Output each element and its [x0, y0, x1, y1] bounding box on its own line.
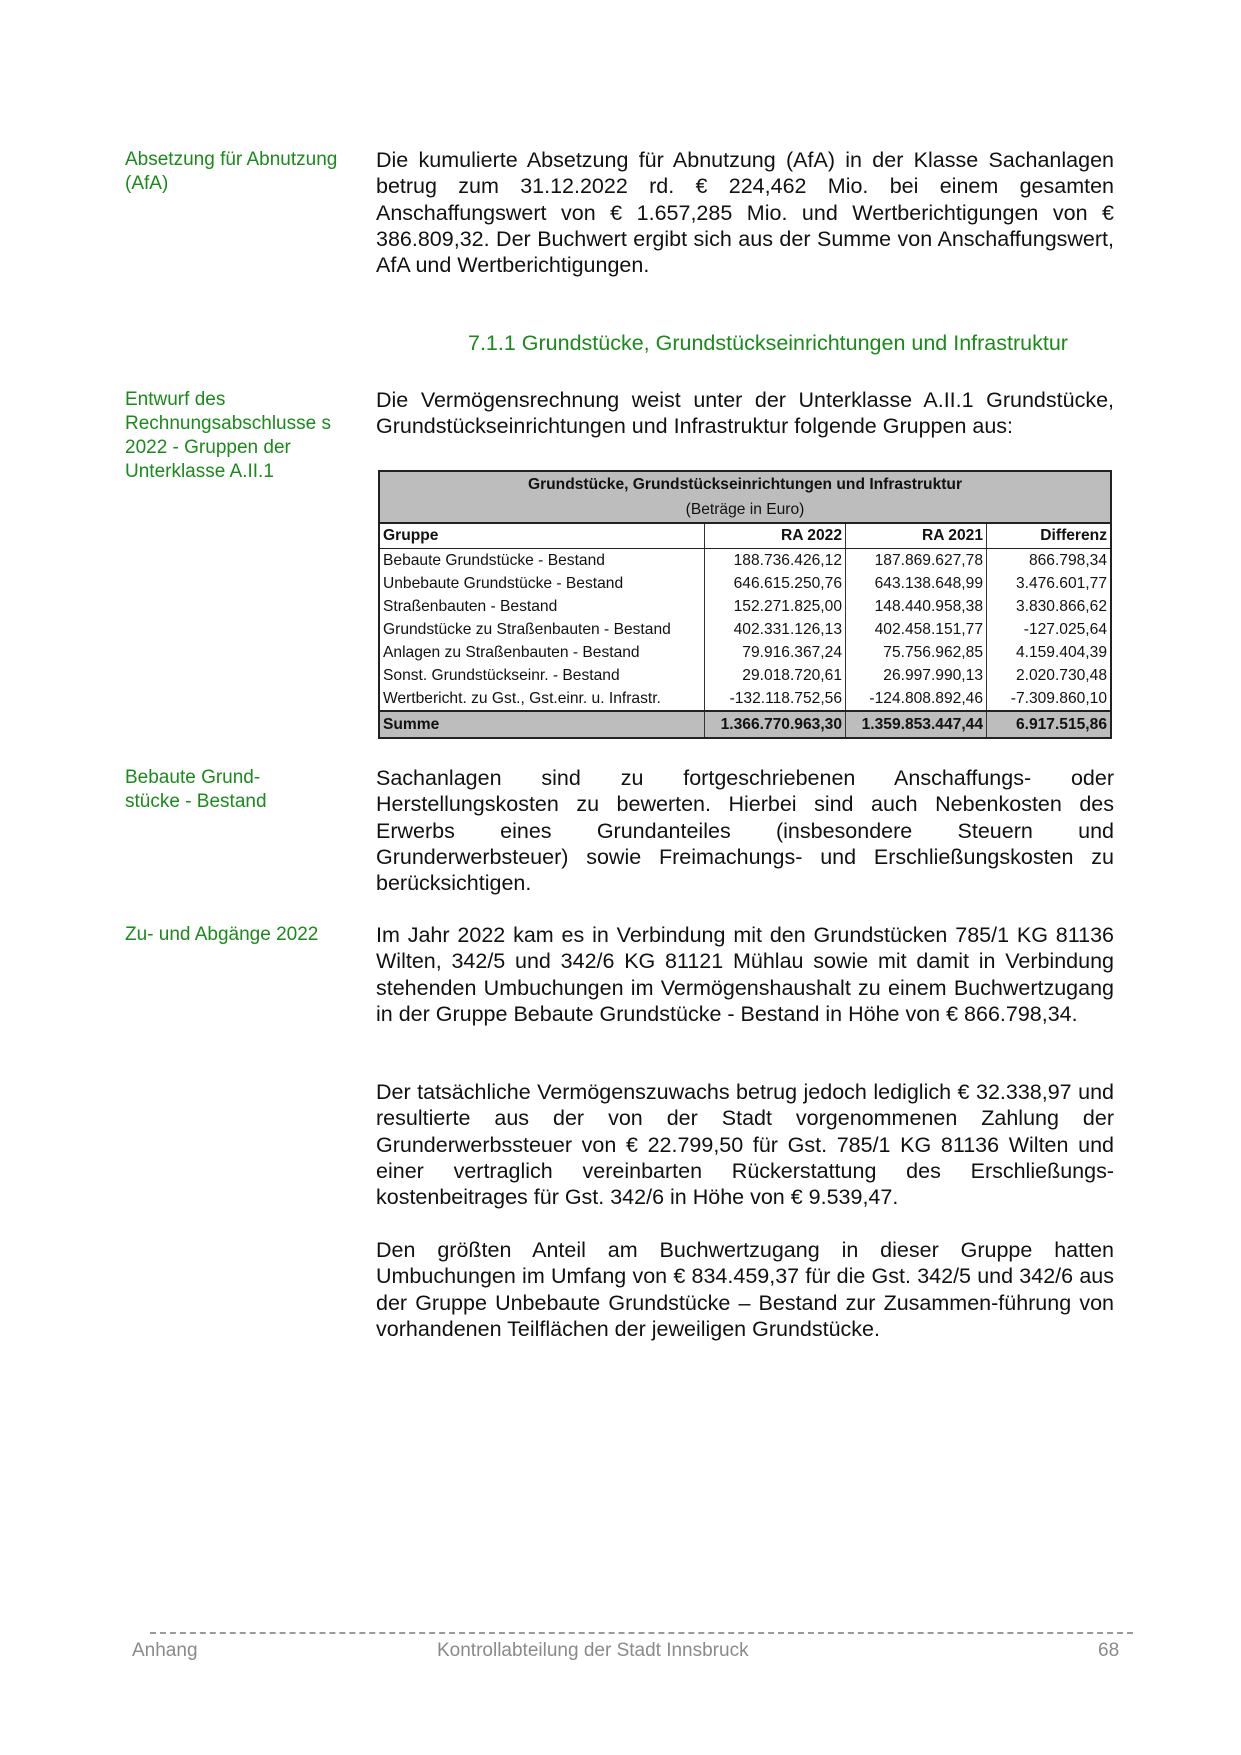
cell-ra2022: 188.736.426,12: [705, 549, 846, 573]
cell-gruppe: Unbebaute Grundstücke - Bestand: [383, 575, 624, 592]
cell-ra2022: 29.018.720,61: [705, 664, 846, 687]
cell-ra2021: 75.756.962,85: [846, 641, 987, 664]
cell-differenz: 866.798,34: [987, 549, 1112, 573]
cell-gruppe: Wertbericht. zu Gst., Gst.einr. u. Infrastr.: [383, 690, 661, 707]
financial-table: [378, 470, 1112, 739]
cell-gruppe: Anlagen zu Straßenbauten - Bestand: [383, 644, 640, 661]
paragraph-bebaute: Sachanlagen sind zu fortgeschriebenen Anschaffungs- oder Herstellungskosten zu bewerten. Hierbei sind auch Nebenkosten des Erwerbs eines Grundanteiles (insbesondere Steuern und Grunderwerbsteuer) sowie Freimachungs- und Erschließungskosten zu berücksichtigen.: [376, 766, 1114, 896]
paragraph-entwurf: Die Vermögensrechnung weist unter der Unterklasse A.II.1 Grundstücke, Grundstückseinrichtungen und Infrastruktur folgende Gruppen aus:: [376, 388, 1114, 439]
cell-ra2022: 402.331.126,13: [705, 618, 846, 641]
cell-ra2021: 26.997.990,13: [846, 664, 987, 687]
footer-center: Kontrollabteilung der Stadt Innsbruck: [437, 1640, 749, 1661]
column-header-differenz: Differenz: [987, 523, 1112, 549]
margin-label-entwurf: Entwurf des Rechnungsabschlusse s 2022 - Gruppen der Unterklasse A.II.1: [125, 389, 331, 482]
cell-differenz: -7.309.860,10: [987, 687, 1112, 711]
column-header-gruppe: Gruppe: [379, 523, 705, 549]
table-row: [379, 549, 1111, 573]
cell-differenz: -127.025,64: [987, 618, 1112, 641]
cell-differenz: 3.476.601,77: [987, 572, 1112, 595]
margin-label-bebaute: Bebaute Grund-stücke - Bestand: [125, 767, 267, 812]
cell-ra2022: 152.271.825,00: [705, 595, 846, 618]
table-row: [379, 618, 1111, 641]
cell-ra2021: 402.458.151,77: [846, 618, 987, 641]
table-subtitle: (Beträge in Euro): [379, 498, 1111, 523]
cell-ra2022: -132.118.752,56: [705, 687, 846, 711]
margin-label-zugaenge: Zu- und Abgänge 2022: [125, 924, 319, 945]
table-total-row: [379, 711, 1111, 738]
table-row: [379, 572, 1111, 595]
column-header-ra2021: RA 2021: [846, 523, 987, 549]
column-header-ra2022: RA 2022: [705, 523, 846, 549]
section-heading: 7.1.1 Grundstücke, Grundstückseinrichtungen und Infrastruktur: [468, 331, 1068, 355]
cell-ra2022: 79.916.367,24: [705, 641, 846, 664]
cell-ra2021: -124.808.892,46: [846, 687, 987, 711]
cell-differenz: 4.159.404,39: [987, 641, 1112, 664]
paragraph-zugaenge-2: Der tatsächliche Vermögenszuwachs betrug jedoch lediglich € 32.338,97 und resultierte aus der von der Stadt vorgenommenen Zahlung der Grunderwerbssteuer von € 22.799,50 für Gst. 785/1 KG 81136 Wilten und einer vertraglich vereinbarten Rückerstattung des Erschließungs-kostenbeitrages für Gst. 342/6 in Höhe von € 9.539,47.: [376, 1080, 1114, 1210]
table-row: [379, 595, 1111, 618]
total-ra2021: 1.359.853.447,44: [846, 711, 987, 738]
paragraph-zugaenge-1: Im Jahr 2022 kam es in Verbindung mit den Grundstücken 785/1 KG 81136 Wilten, 342/5 und 342/6 KG 81121 Mühlau sowie mit damit in Verbindung stehenden Umbuchungen im Vermögenshaushalt zu einem Buchwertzugang in der Gruppe Bebaute Grundstücke - Bestand in Höhe von € 866.798,34.: [376, 923, 1114, 1026]
cell-ra2021: 187.869.627,78: [846, 549, 987, 573]
table-title: Grundstücke, Grundstückseinrichtungen und Infrastruktur: [379, 471, 1111, 498]
total-label: Summe: [379, 711, 705, 738]
paragraph-zugaenge-3: Den größten Anteil am Buchwertzugang in dieser Gruppe hatten Umbuchungen im Umfang von € 834.459,37 für die Gst. 342/5 und 342/6 aus der Gruppe Unbebaute Grundstücke – Bestand zur Zusammen-führung von vorhandenen Teilflächen der jeweiligen Grundstücke.: [376, 1238, 1114, 1341]
table-row: [379, 687, 1111, 711]
cell-ra2021: 643.138.648,99: [846, 572, 987, 595]
footer-left: Anhang: [132, 1640, 198, 1661]
cell-gruppe: Bebaute Grundstücke - Bestand: [383, 552, 605, 569]
cell-ra2021: 148.440.958,38: [846, 595, 987, 618]
total-differenz: 6.917.515,86: [987, 711, 1112, 738]
paragraph-afa: Die kumulierte Absetzung für Abnutzung (AfA) in der Klasse Sachanlagen betrug zum 31.12.2022 rd. € 224,462 Mio. bei einem gesamten Anschaffungswert von € 1.657,285 Mio. und Wertberichtigungen von € 386.809,32. Der Buchwert ergibt sich aus der Summe von Anschaffungswert, AfA und Wertberichtigungen.: [376, 148, 1114, 278]
footer-page-number: 68: [1098, 1640, 1120, 1661]
cell-ra2022: 646.615.250,76: [705, 572, 846, 595]
footer-divider: [150, 1632, 1133, 1634]
table-row: [379, 664, 1111, 687]
cell-gruppe: Sonst. Grundstückseinr. - Bestand: [383, 667, 620, 684]
total-ra2022: 1.366.770.963,30: [705, 711, 846, 738]
cell-differenz: 3.830.866,62: [987, 595, 1112, 618]
table-row: [379, 641, 1111, 664]
cell-differenz: 2.020.730,48: [987, 664, 1112, 687]
margin-label-afa: Absetzung für Abnutzung (AfA): [125, 149, 338, 194]
cell-gruppe: Straßenbauten - Bestand: [383, 598, 558, 615]
cell-gruppe: Grundstücke zu Straßenbauten - Bestand: [383, 621, 671, 638]
